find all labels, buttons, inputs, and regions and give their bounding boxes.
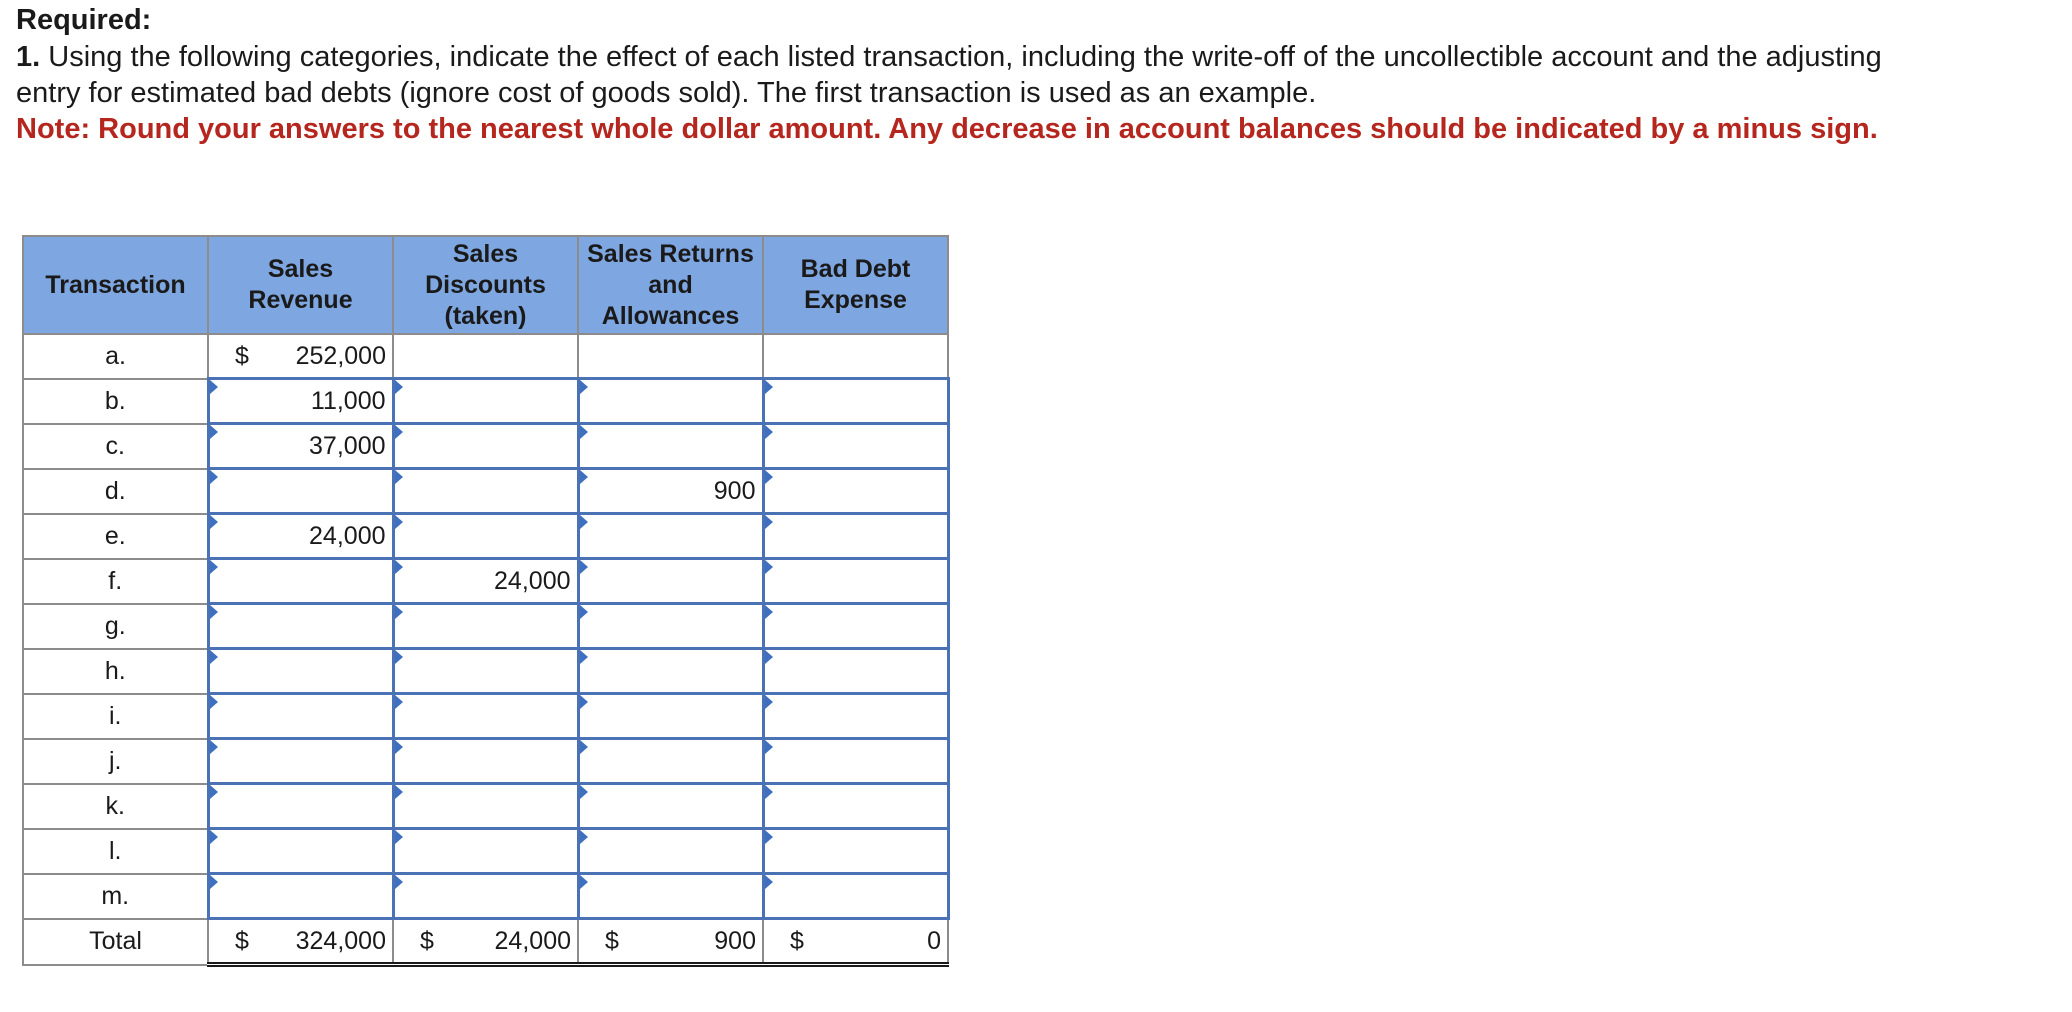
total-value: 900 bbox=[714, 926, 756, 955]
table-row bbox=[23, 604, 948, 649]
transaction-label: b. bbox=[23, 379, 208, 424]
sales-discounts-input[interactable] bbox=[393, 874, 578, 919]
dollar-sign: $ bbox=[420, 926, 434, 955]
sales-returns-input[interactable] bbox=[578, 649, 763, 694]
transaction-label: g. bbox=[23, 604, 208, 649]
transaction-label: h. bbox=[23, 649, 208, 694]
bad-debt-expense-input[interactable] bbox=[763, 424, 948, 469]
transaction-label: a. bbox=[23, 334, 208, 379]
sales-returns-input[interactable] bbox=[578, 424, 763, 469]
sales-returns-input[interactable] bbox=[578, 694, 763, 739]
dollar-sign: $ bbox=[605, 926, 619, 955]
cell-value: 24,000 bbox=[309, 521, 386, 550]
sales-revenue-input[interactable] bbox=[208, 649, 393, 694]
sales-revenue-input[interactable] bbox=[208, 559, 393, 604]
sales-discounts-input[interactable] bbox=[393, 424, 578, 469]
bad-debt-expense-input bbox=[763, 334, 948, 379]
dollar-sign: $ bbox=[790, 926, 804, 955]
table-row bbox=[23, 334, 948, 379]
sales-revenue-input[interactable] bbox=[208, 424, 393, 469]
total-value: 0 bbox=[927, 926, 941, 955]
sales-revenue-input[interactable] bbox=[208, 694, 393, 739]
total-value: 324,000 bbox=[295, 926, 386, 955]
transaction-label: f. bbox=[23, 559, 208, 604]
bad-debt-expense-input[interactable] bbox=[763, 514, 948, 559]
cell-value: 37,000 bbox=[309, 431, 386, 460]
sales-revenue-input[interactable] bbox=[208, 514, 393, 559]
header-sales-returns: Sales Returns and Allowances bbox=[578, 236, 763, 334]
instructions bbox=[16, 2, 1916, 147]
sales-discounts-input[interactable] bbox=[393, 829, 578, 874]
table-row bbox=[23, 874, 948, 919]
sales-returns-input bbox=[578, 334, 763, 379]
transaction-label: j. bbox=[23, 739, 208, 784]
bad-debt-expense-input[interactable] bbox=[763, 604, 948, 649]
bad-debt-expense-input[interactable] bbox=[763, 829, 948, 874]
sales-returns-input[interactable] bbox=[578, 784, 763, 829]
dollar-sign: $ bbox=[235, 926, 249, 955]
cell-value: 11,000 bbox=[310, 386, 386, 415]
table-row bbox=[23, 784, 948, 829]
sales-revenue-input[interactable] bbox=[208, 784, 393, 829]
sales-returns-input[interactable] bbox=[578, 469, 763, 514]
sales-revenue-input[interactable] bbox=[208, 874, 393, 919]
transaction-label: k. bbox=[23, 784, 208, 829]
header-transaction: Transaction bbox=[23, 236, 208, 334]
sales-discounts-input bbox=[393, 334, 578, 379]
sales-returns-input[interactable] bbox=[578, 559, 763, 604]
transaction-label: e. bbox=[23, 514, 208, 559]
transaction-label: c. bbox=[23, 424, 208, 469]
header-row bbox=[23, 236, 948, 334]
sales-discounts-input[interactable] bbox=[393, 379, 578, 424]
sales-revenue-input bbox=[208, 334, 393, 379]
question-text bbox=[16, 39, 1916, 111]
table-row bbox=[23, 469, 948, 514]
transactions-table bbox=[22, 235, 950, 967]
sales-revenue-input[interactable] bbox=[208, 829, 393, 874]
table-row bbox=[23, 514, 948, 559]
cell-value: 24,000 bbox=[494, 566, 571, 595]
bad-debt-expense-input[interactable] bbox=[763, 469, 948, 514]
sales-discounts-input[interactable] bbox=[393, 604, 578, 649]
sales-revenue-input[interactable] bbox=[208, 739, 393, 784]
table-row bbox=[23, 424, 948, 469]
question-number: 1. bbox=[16, 41, 41, 73]
transaction-label: m. bbox=[23, 874, 208, 919]
table-row bbox=[23, 649, 948, 694]
table-row bbox=[23, 379, 948, 424]
header-sales-revenue: Sales Revenue bbox=[208, 236, 393, 334]
cell-value: 252,000 bbox=[295, 341, 386, 370]
sales-discounts-input[interactable] bbox=[393, 469, 578, 514]
transaction-label: l. bbox=[23, 829, 208, 874]
question-body: Using the following categories, indicate the effect of each listed transaction, including the write-off of the uncollectible account and the adjusting entry for estimated bad debts (ignore cost of goods sold). The first transaction is used as an example. bbox=[16, 41, 1882, 109]
total-sales-returns bbox=[578, 919, 763, 965]
bad-debt-expense-input[interactable] bbox=[763, 559, 948, 604]
sales-returns-input[interactable] bbox=[578, 829, 763, 874]
sales-revenue-input[interactable] bbox=[208, 379, 393, 424]
sales-revenue-input[interactable] bbox=[208, 469, 393, 514]
total-label: Total bbox=[23, 919, 208, 965]
bad-debt-expense-input[interactable] bbox=[763, 694, 948, 739]
sales-returns-input[interactable] bbox=[578, 514, 763, 559]
total-bad-debt-expense bbox=[763, 919, 948, 965]
total-value: 24,000 bbox=[494, 926, 571, 955]
bad-debt-expense-input[interactable] bbox=[763, 874, 948, 919]
total-sales-discounts bbox=[393, 919, 578, 965]
sales-returns-input[interactable] bbox=[578, 874, 763, 919]
cell-value: 900 bbox=[713, 476, 756, 505]
sales-revenue-input[interactable] bbox=[208, 604, 393, 649]
table-row bbox=[23, 559, 948, 604]
table-row bbox=[23, 694, 948, 739]
dollar-sign: $ bbox=[235, 341, 249, 370]
sales-discounts-input[interactable] bbox=[393, 514, 578, 559]
transaction-label: i. bbox=[23, 694, 208, 739]
table-row bbox=[23, 829, 948, 874]
sales-returns-input[interactable] bbox=[578, 604, 763, 649]
bad-debt-expense-input[interactable] bbox=[763, 739, 948, 784]
total-row bbox=[23, 919, 948, 965]
header-sales-discounts: Sales Discounts (taken) bbox=[393, 236, 578, 334]
table-row bbox=[23, 739, 948, 784]
total-sales-revenue bbox=[208, 919, 393, 965]
sales-discounts-input[interactable] bbox=[393, 694, 578, 739]
sales-discounts-input[interactable] bbox=[393, 649, 578, 694]
transaction-label: d. bbox=[23, 469, 208, 514]
sales-discounts-input[interactable] bbox=[393, 739, 578, 784]
sales-returns-input[interactable] bbox=[578, 739, 763, 784]
required-heading: Required: bbox=[16, 4, 152, 36]
header-bad-debt-expense: Bad Debt Expense bbox=[763, 236, 948, 334]
sales-discounts-input[interactable] bbox=[393, 559, 578, 604]
bad-debt-expense-input[interactable] bbox=[763, 649, 948, 694]
sales-discounts-input[interactable] bbox=[393, 784, 578, 829]
bad-debt-expense-input[interactable] bbox=[763, 784, 948, 829]
bad-debt-expense-input[interactable] bbox=[763, 379, 948, 424]
sales-returns-input[interactable] bbox=[578, 379, 763, 424]
rounding-note: Note: Round your answers to the nearest whole dollar amount. Any decrease in account balances should be indicated by a minus sign. bbox=[16, 113, 1878, 145]
